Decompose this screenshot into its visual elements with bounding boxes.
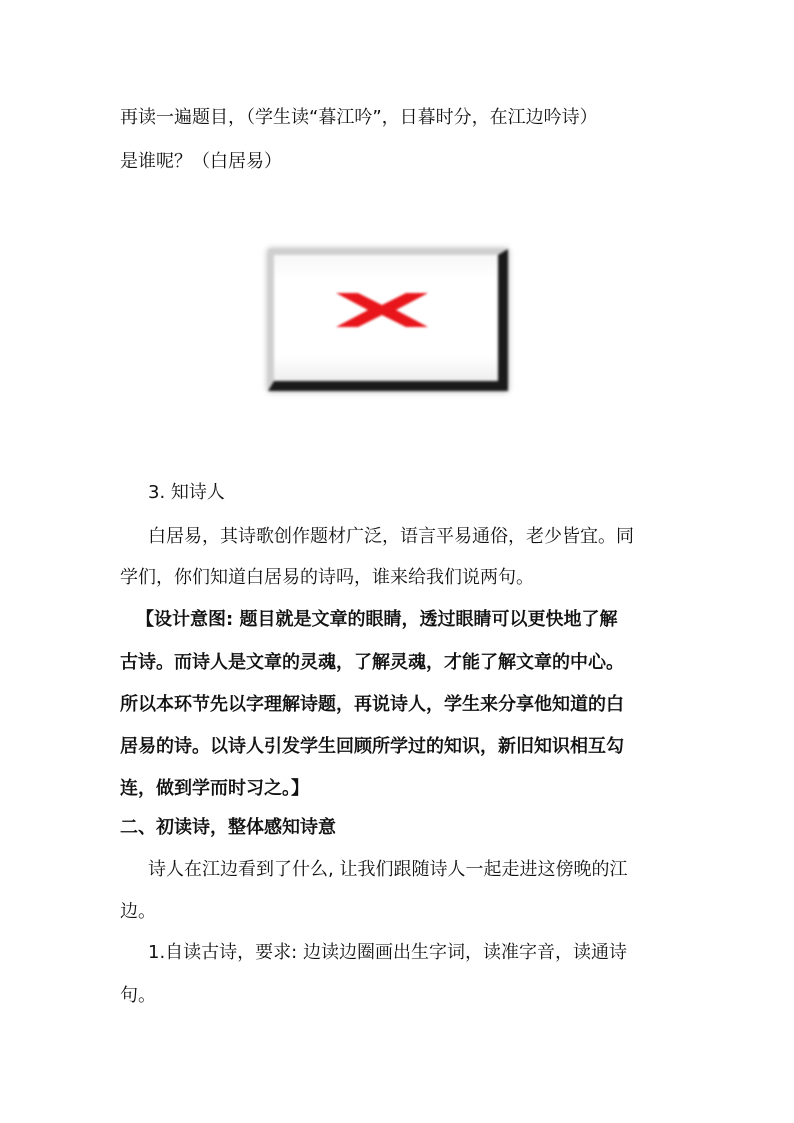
paragraph-line: 学们，你们知道白居易的诗吗，谁来给我们说两句。 [120, 567, 534, 588]
paragraph-line: 1.自读古诗，要求: 边读边圈画出生字词，读准字音，读通诗 [148, 942, 627, 963]
broken-image-icon [262, 245, 504, 385]
design-intent-line: 居易的诗。以诗人引发学生回顾所学过的知识，新旧知识相互勾 [120, 736, 624, 757]
paragraph-line: 再读一遍题目，（学生读“暮江吟”，日暮时分，在江边吟诗） [120, 107, 598, 128]
paragraph-line: 诗人在江边看到了什么, 让我们跟随诗人一起走进这傍晚的江 [148, 859, 628, 880]
design-intent-line: 古诗。而诗人是文章的灵魂，了解灵魂，才能了解文章的中心。 [120, 652, 624, 673]
design-intent-line: 所以本环节先以字理解诗题，再说诗人，学生来分享他知道的白 [120, 694, 624, 715]
paragraph-line: 句。 [120, 985, 156, 1006]
section-heading: 二、初读诗，整体感知诗意 [120, 817, 336, 838]
paragraph-line: 边。 [120, 901, 156, 922]
design-intent-line: 【设计意图: 题目就是文章的眼睛，透过眼睛可以更快地了解 [136, 609, 618, 630]
paragraph-line: 白居易，其诗歌创作题材广泛，语言平易通俗，老少皆宜。同 [148, 526, 634, 547]
paragraph-line: 是谁呢？（白居易） [120, 151, 282, 172]
section-heading: 3. 知诗人 [148, 482, 225, 503]
design-intent-line: 连，做到学而时习之。】 [120, 778, 309, 799]
